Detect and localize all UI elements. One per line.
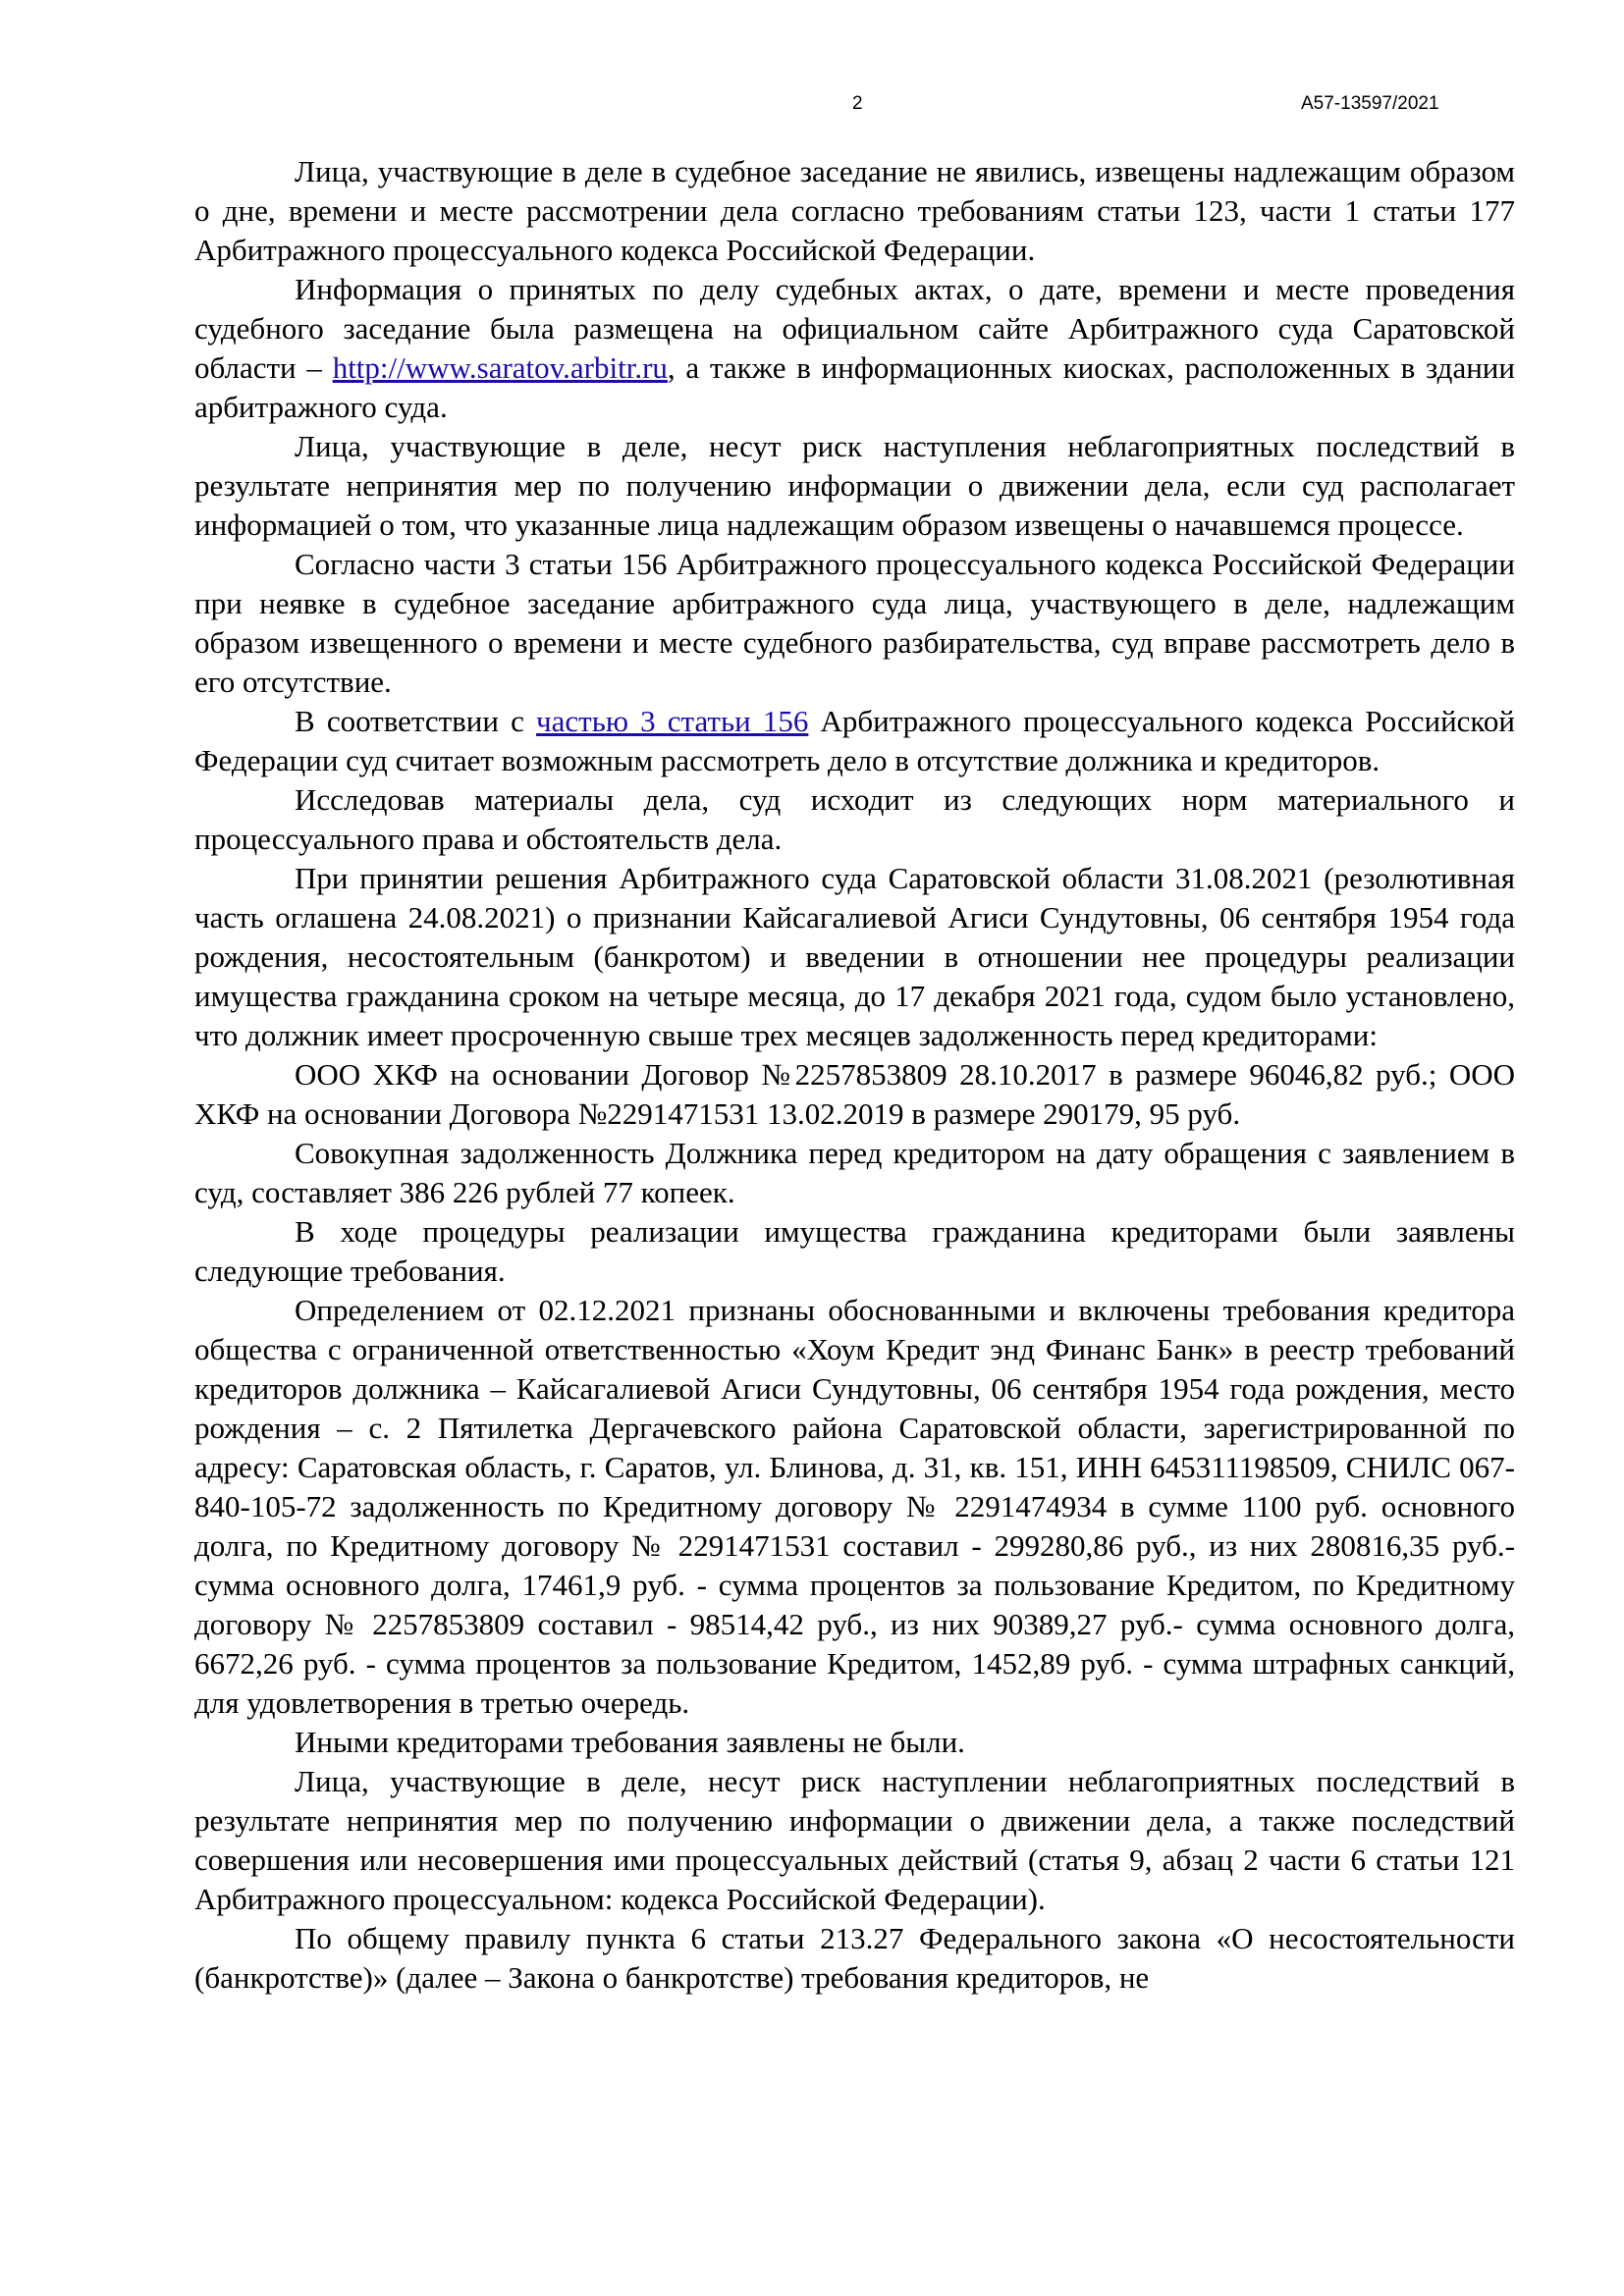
- paragraph-materials: Исследовав материалы дела, суд исходит из следующих норм материального и процессуального права и обстоятельств дела.: [194, 782, 1515, 856]
- paragraph-creditors: ООО ХКФ на основании Договор №2257853809 28.10.2017 в размере 96046,82 руб.; ООО ХКФ на основании Договора №2291471531 13.02.2019 в размере 290179, 95 руб.: [194, 1057, 1515, 1131]
- paragraph-risk-2: Лица, участвующие в деле, несут риск наступлении неблагоприятных последствий в результате непринятия мер по получению информации о движении дела, а также последствий совершения или несовершения ими процессуальных действий (статья 9, абзац 2 части 6 статьи 121 Арбитражного процессуальном: кодекса Российской Федерации).: [194, 1764, 1515, 1916]
- paragraph-risk: Лица, участвующие в деле, несут риск наступления неблагоприятных последствий в результате непринятия мер по получению информации о движении дела, если суд располагает информацией о том, что указанные лица надлежащим образом извещены о начавшемся процессе.: [194, 429, 1515, 542]
- paragraph-no-other-claims: Иными кредиторами требования заявлены не были.: [295, 1725, 965, 1759]
- paragraph-publication: [194, 270, 1515, 427]
- paragraph-text: Арбитражного процессуального кодекса Российской Федерации суд считает возможным рассмотреть дело в отсутствие должника и кредиторов.: [194, 704, 1515, 777]
- paragraph-notice: Лица, участвующие в деле в судебное заседание не явились, извещены надлежащим образом о дне, времени и месте рассмотрении дела согласно требованиям статьи 123, части 1 статьи 177 Арбитражного процессуального кодекса Российской Федерации.: [194, 154, 1515, 267]
- paragraph-article-156: Согласно части 3 статьи 156 Арбитражного процессуального кодекса Российской Федерации при неявке в судебное заседание арбитражного суда лица, участвующего в деле, надлежащим образом извещенного о времени и месте судебного разбирательства, суд вправе рассмотреть дело в его отсутствие.: [194, 547, 1515, 699]
- paragraph-text: Информация о принятых по делу судебных актах, о дате, времени и месте проведения судебного заседание была размещена на официальном сайте Арбитражного суда Саратовской области –: [194, 272, 1515, 385]
- paragraph-claims: В ходе процедуры реализации имущества гражданина кредиторами были заявлены следующие требования.: [194, 1214, 1515, 1288]
- article-156-link[interactable]: частью 3 статьи 156: [536, 704, 809, 738]
- paragraph-accordance: [194, 702, 1515, 780]
- court-website-link[interactable]: http://www.saratov.arbitr.ru: [332, 350, 668, 385]
- paragraph-total-debt: Совокупная задолженность Должника перед кредитором на дату обращения с заявлением в суд, составляет 386 226 рублей 77 копеек.: [194, 1136, 1515, 1209]
- paragraph-text: , а также в информационных киосках, расположенных в здании арбитражного суда.: [194, 350, 1515, 424]
- paragraph-decision: При принятии решения Арбитражного суда Саратовской области 31.08.2021 (резолютивная часть оглашена 24.08.2021) о признании Кайсагалиевой Агиси Сундутовны, 06 сентября 1954 года рождения, несостоятельным (банкротом) и введении в отношении нее процедуры реализации имущества гражданина сроком на четыре месяца, до 17 декабря 2021 года, судом было установлено, что должник имеет просроченную свыше трех месяцев задолженность перед кредиторами:: [194, 861, 1515, 1052]
- page-number: 2: [852, 93, 863, 114]
- paragraph-ruling: Определением от 02.12.2021 признаны обоснованными и включены требования кредитора общества с ограниченной ответственностью «Хоум Кредит энд Финанс Банк» в реестр требований кредиторов должника – Кайсагалиевой Агиси Сундутовны, 06 сентября 1954 года рождения, место рождения – с. 2 Пятилетка Дергачевского района Саратовской области, зарегистрированной по адресу: Саратовская область, г. Саратов, ул. Блинова, д. 31, кв. 151, ИНН 645311198509, СНИЛС 067- 840-105-72 задолженность по Кредитному договору № 2291474934 в сумме 1100 руб. основного долга, по Кредитному договору № 2291471531 составил - 299280,86 руб., из них 280816,35 руб.- сумма основного долга, 17461,9 руб. - сумма процентов за пользование Кредитом, по Кредитному договору № 2257853809 составил - 98514,42 руб., из них 90389,27 руб.- сумма основного долга, 6672,26 руб. - сумма процентов за пользование Кредитом, 1452,89 руб. - сумма штрафных санкций, для удовлетворения в третью очередь.: [194, 1293, 1515, 1720]
- paragraph-general-rule: По общему правилу пункта 6 статьи 213.27 Федерального закона «О несостоятельности (банкротстве)» (далее – Закона о банкротстве) требования кредиторов, не: [194, 1921, 1515, 1995]
- document-body: [194, 152, 1515, 1998]
- paragraph-text: В соответствии с: [295, 704, 537, 738]
- case-number: А57-13597/2021: [1301, 93, 1439, 114]
